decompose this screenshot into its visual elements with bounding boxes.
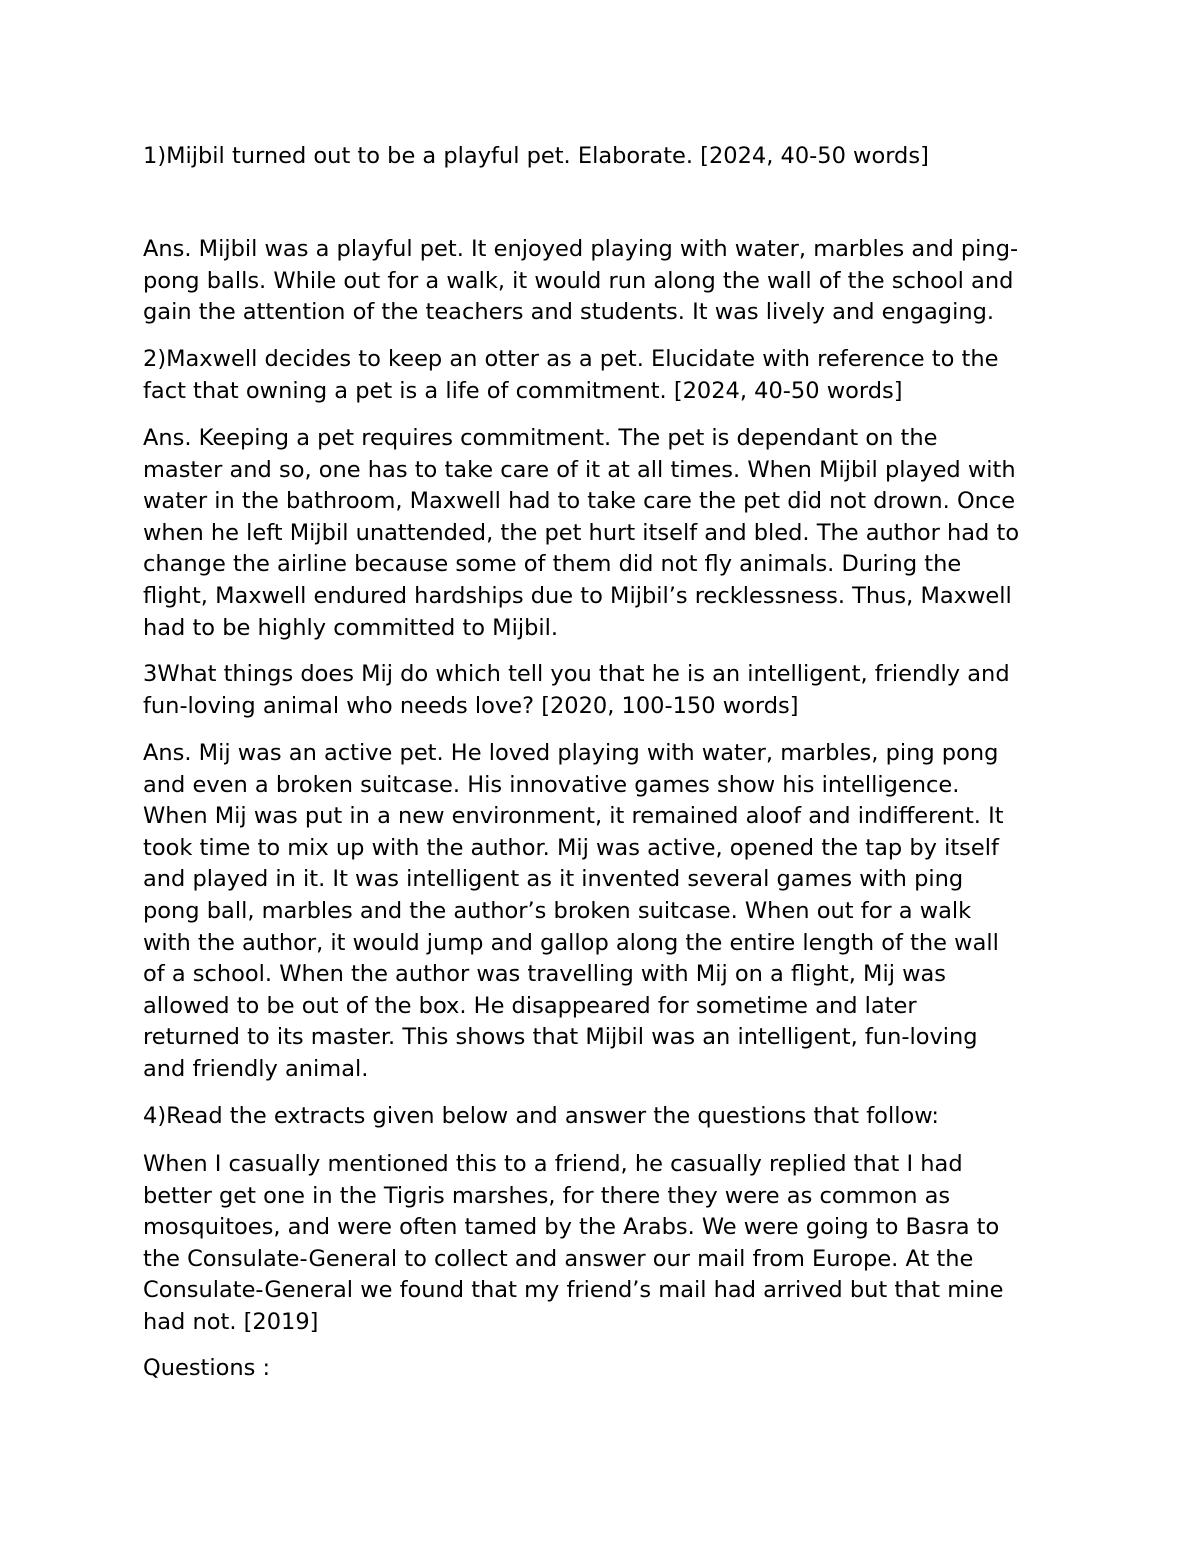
text-line: 1)Mijbil turned out to be a playful pet. Elaborate. [2024, 40-50 words] (143, 143, 929, 169)
text-line: took time to mix up with the author. Mij was active, opened the tap by itself (143, 834, 999, 861)
text-line: When Mij was put in a new environment, it remained aloof and indifferent. It (143, 803, 1004, 830)
text-line: pong balls. While out for a walk, it would run along the wall of the school and (143, 267, 1014, 294)
text-line: had to be highly committed to Mijbil. (143, 614, 559, 641)
text-line: better get one in the Tigris marshes, for there they were as common as (143, 1182, 951, 1209)
text-line: had not. [2019] (143, 1308, 319, 1335)
text-line: Ans. Keeping a pet requires commitment. The pet is dependant on the (143, 425, 938, 451)
text-line: pong ball, marbles and the author’s broken suitcase. When out for a walk (143, 897, 972, 924)
text-line: Questions : (143, 1355, 271, 1381)
question-3 (143, 659, 1083, 722)
text-line: and even a broken suitcase. His innovative games show his intelligence. (143, 771, 960, 798)
text-line: gain the attention of the teachers and students. It was lively and engaging. (143, 299, 995, 326)
text-line: the Consulate-General to collect and answer our mail from Europe. At the (143, 1245, 974, 1272)
text-line: returned to its master. This shows that Mijbil was an intelligent, fun-loving (143, 1024, 978, 1051)
question-1 (143, 141, 1083, 173)
text-line: allowed to be out of the box. He disappeared for sometime and later (143, 992, 917, 1019)
question-4 (143, 1101, 1083, 1133)
text-line: 3What things does Mij do which tell you that he is an intelligent, friendly and (143, 661, 1010, 687)
text-line: fun-loving animal who needs love? [2020, 100-150 words] (143, 692, 799, 719)
text-line: When I casually mentioned this to a friend, he casually replied that I had (143, 1151, 963, 1177)
text-line: water in the bathroom, Maxwell had to take care the pet did not drown. Once (143, 488, 1016, 515)
answer-3 (143, 738, 1083, 1086)
text-line: Consulate-General we found that my friend’s mail had arrived but that mine (143, 1277, 1004, 1304)
text-line: master and so, one has to take care of it at all times. When Mijbil played with (143, 456, 1016, 483)
text-line: fact that owning a pet is a life of commitment. [2024, 40-50 words] (143, 377, 903, 404)
text-line: of a school. When the author was travelling with Mij on a flight, Mij was (143, 961, 947, 988)
text-line: change the airline because some of them did not fly animals. During the (143, 551, 962, 578)
text-line: with the author, it would jump and gallop along the entire length of the wall (143, 929, 999, 956)
text-line: Ans. Mijbil was a playful pet. It enjoyed playing with water, marbles and ping- (143, 236, 1019, 262)
text-line: when he left Mijbil unattended, the pet hurt itself and bled. The author had to (143, 519, 1020, 546)
text-line: flight, Maxwell endured hardships due to Mijbil’s recklessness. Thus, Maxwell (143, 582, 1012, 609)
extract-passage (143, 1149, 1083, 1339)
question-2 (143, 344, 1083, 407)
text-line: Ans. Mij was an active pet. He loved playing with water, marbles, ping pong (143, 740, 999, 766)
text-line: and friendly animal. (143, 1055, 369, 1082)
text-line: 2)Maxwell decides to keep an otter as a pet. Elucidate with reference to the (143, 346, 999, 372)
answer-1 (143, 234, 1083, 329)
answer-2 (143, 423, 1083, 644)
text-line: mosquitoes, and were often tamed by the Arabs. We were going to Basra to (143, 1214, 1000, 1241)
text-line: 4)Read the extracts given below and answer the questions that follow: (143, 1103, 939, 1129)
text-line: and played in it. It was intelligent as it invented several games with ping (143, 866, 964, 893)
questions-label (143, 1353, 1083, 1385)
